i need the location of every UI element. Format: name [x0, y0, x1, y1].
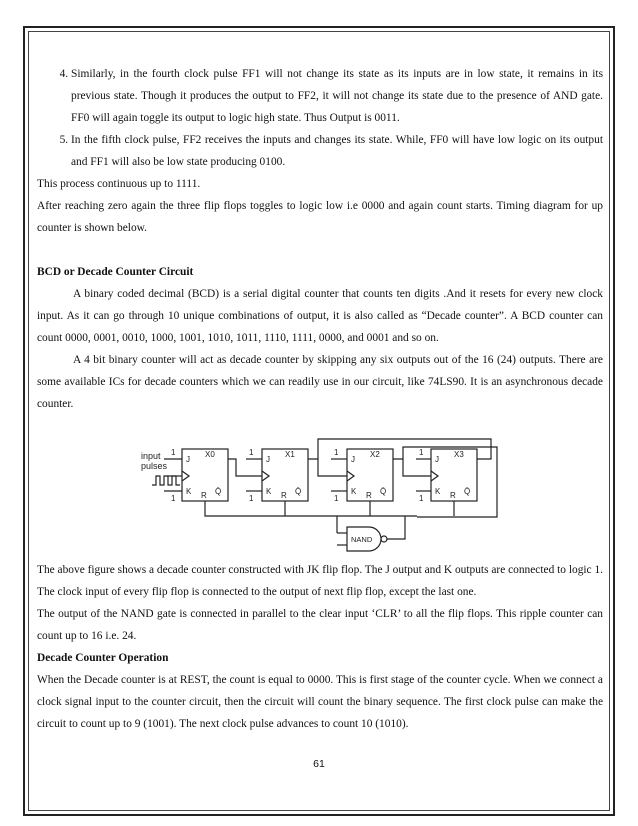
- heading-bcd-counter: BCD or Decade Counter Circuit: [37, 266, 194, 278]
- paragraph-bcd-definition: A binary coded decimal (BCD) is a serial digital counter that counts ten digits .And it resets for every new clock input. As it can go through 10 unique combinations of output, it is also called as “Decade counter”. A BCD counter can count 0000, 0001, 0010, 1000, 1001, 1010, 1011, 1110, 1111, 0000, and 0001 and so on.: [37, 288, 603, 344]
- logic-one-k1: 1: [249, 494, 254, 503]
- page-content: [37, 63, 603, 735]
- pin-qbar-3: Q̄: [464, 487, 471, 496]
- pin-r-3: R: [450, 491, 456, 500]
- paragraph-after-reaching: After reaching zero again the three flip flops toggles to logic low i.e 0000 and again count starts. Timing diagram for up counter is shown below.: [37, 200, 603, 234]
- ff-label-x1: X1: [285, 450, 295, 459]
- logic-one-j0: 1: [171, 448, 176, 457]
- ff-label-x2: X2: [370, 450, 380, 459]
- input-label-1: input: [141, 451, 161, 461]
- pin-j-0: J: [186, 455, 190, 464]
- logic-one-j3: 1: [419, 448, 424, 457]
- logic-one-j1: 1: [249, 448, 254, 457]
- nand-label: NAND: [351, 535, 373, 544]
- pin-j-1: J: [266, 455, 270, 464]
- pin-j-2: J: [351, 455, 355, 464]
- pin-r-0: R: [201, 491, 207, 500]
- paragraph-nand-description: The output of the NAND gate is connected in parallel to the clear input ‘CLR’ to all the flip flops. This ripple counter can count up to 16 i.e. 24.: [37, 608, 603, 642]
- pin-r-2: R: [366, 491, 372, 500]
- logic-one-j2: 1: [334, 448, 339, 457]
- circuit-diagram: [37, 419, 603, 555]
- pin-k-1: K: [266, 487, 272, 496]
- pin-qbar-2: Q̄: [380, 487, 387, 496]
- ff-label-x3: X3: [454, 450, 464, 459]
- heading-decade-operation: Decade Counter Operation: [37, 652, 169, 664]
- pin-r-1: R: [281, 491, 287, 500]
- logic-one-k0: 1: [171, 494, 176, 503]
- input-label-2: pulses: [141, 461, 168, 471]
- pin-k-3: K: [435, 487, 441, 496]
- pin-qbar-1: Q̄: [295, 487, 302, 496]
- paragraph-decade-operation: When the Decade counter is at REST, the count is equal to 0000. This is first stage of the counter cycle. When we connect a clock signal input to the counter circuit, then the circuit will count the binary sequence. The first clock pulse can make the circuit to count up to 9 (1001). The next clock pulse advances to count 10 (1010).: [37, 674, 603, 730]
- decade-counter-circuit-figure: [37, 419, 603, 555]
- list-item-4: 4. Similarly, in the fourth clock pulse FF1 will not change its state as its inputs are in low state, it remains in its previous state. Though it produces the output to FF2, it will not change its state due to the presence of AND gate. FF0 will again toggle its output to logic high state. Thus Output is 0011.: [71, 63, 603, 129]
- paragraph-bcd-ics: A 4 bit binary counter will act as decade counter by skipping any six outputs out of the 16 (24) outputs. There are some available ICs for decade counters which we can readily use in our circuit, like 74LS90. It is an asynchronous decade counter.: [37, 354, 603, 410]
- pulse-train-icon: [152, 476, 180, 485]
- pin-k-2: K: [351, 487, 357, 496]
- pin-k-0: K: [186, 487, 192, 496]
- paragraph-figure-description: The above figure shows a decade counter constructed with JK flip flop. The J output and K outputs are connected to logic 1. The clock input of every flip flop is connected to the output of next flip flop, except the last one.: [37, 564, 603, 598]
- paragraph-continuous: This process continuous up to 1111.: [37, 178, 201, 190]
- pin-qbar-0: Q̄: [215, 487, 222, 496]
- pin-j-3: J: [435, 455, 439, 464]
- logic-one-k3: 1: [419, 494, 424, 503]
- numbered-list: [37, 63, 603, 173]
- page-number: 61: [313, 758, 325, 770]
- logic-one-k2: 1: [334, 494, 339, 503]
- list-item-5: 5. In the fifth clock pulse, FF2 receives the inputs and changes its state. While, FF0 will have low logic on its output and FF1 will also be low state producing 0100.: [71, 129, 603, 173]
- ff-label-x0: X0: [205, 450, 215, 459]
